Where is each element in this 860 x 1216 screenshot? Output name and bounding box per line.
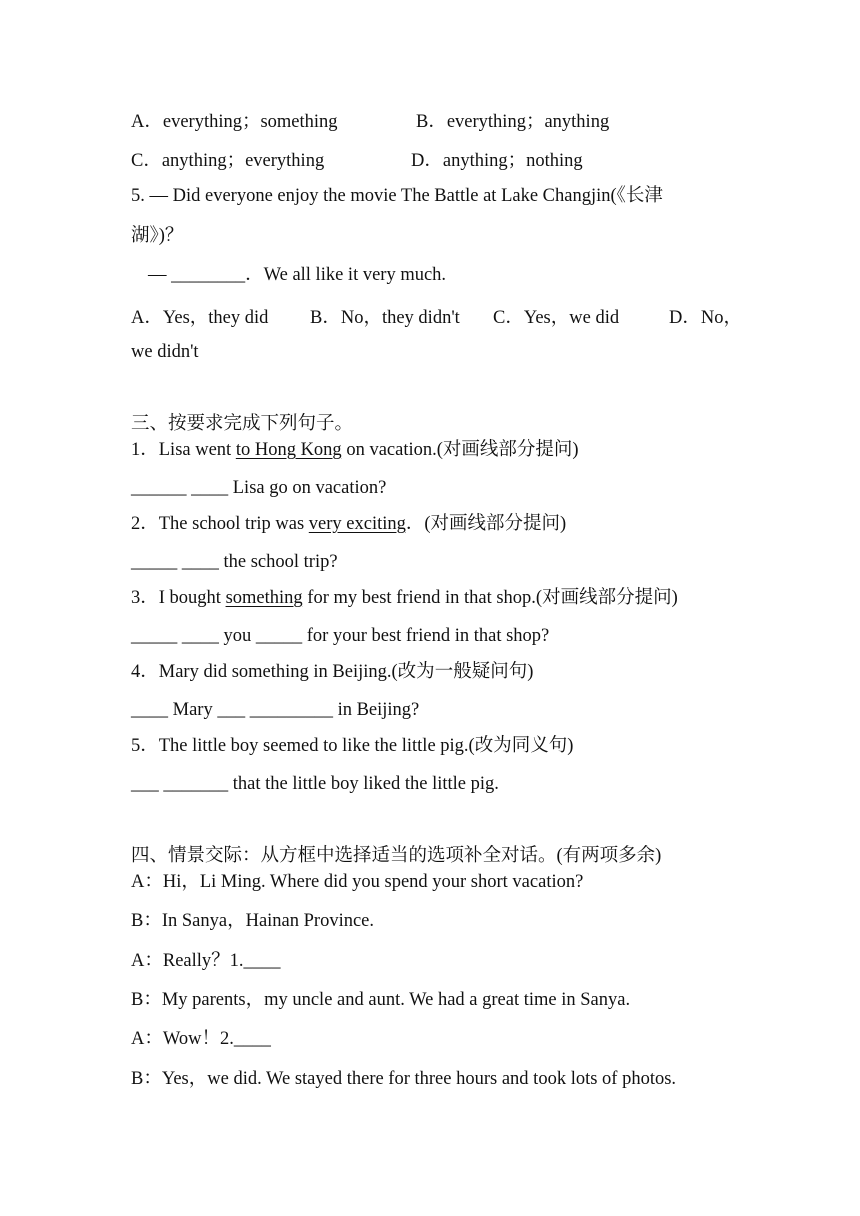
section4-title: 四、情景交际：从方框中选择适当的选项补全对话。(有两项多余) — [131, 846, 662, 866]
q5-option-d-cont: we didn't — [131, 342, 199, 362]
q4-option-a: A．everything；something — [131, 112, 338, 132]
s3-answer-2: _____ ____ the school trip? — [131, 552, 338, 572]
q5-question-line1: 5. — Did everyone enjoy the movie The Battle at Lake Changjin(《长津 — [131, 186, 663, 206]
q5-option-d: D．No， — [669, 308, 742, 328]
s3-answer-5: ___ _______ that the little boy liked the little pig. — [131, 774, 499, 794]
s3-answer-4: ____ Mary ___ _________ in Beijing? — [131, 700, 420, 720]
q5-option-c: C．Yes，we did — [493, 308, 620, 328]
dialogue-line: A：Really？1.____ — [131, 951, 281, 971]
s3-item-5: 5．The little boy seemed to like the little pig.(改为同义句) — [131, 736, 574, 756]
q5-option-a: A．Yes，they did — [131, 308, 269, 328]
dialogue-line: B：My parents，my uncle and aunt. We had a great time in Sanya. — [131, 990, 631, 1010]
dialogue-line: B：Yes，we did. We stayed there for three hours and took lots of photos. — [131, 1069, 677, 1089]
q4-option-c: C．anything；everything — [131, 151, 325, 171]
q4-option-d: D．anything；nothing — [411, 151, 583, 171]
q5-question-line2: 湖》)？ — [131, 226, 184, 246]
section3-title: 三、按要求完成下列句子。 — [131, 414, 354, 434]
s3-answer-1: ______ ____ Lisa go on vacation? — [131, 478, 387, 498]
s3-item-4: 4．Mary did something in Beijing.(改为一般疑问句) — [131, 662, 534, 682]
dialogue-line: B：In Sanya，Hainan Province. — [131, 911, 375, 931]
s3-answer-3: _____ ____ you _____ for your best friend in that shop? — [131, 626, 550, 646]
s3-item-2: 2．The school trip was very exciting．(对画线部分提问) — [131, 514, 567, 534]
q4-option-b: B．everything；anything — [416, 112, 610, 132]
dialogue-line: A：Wow！2.____ — [131, 1029, 271, 1049]
q5-option-b: B．No，they didn't — [310, 308, 460, 328]
q5-answer-line: — ________．We all like it very much. — [148, 265, 447, 285]
s3-item-3: 3．I bought something for my best friend in that shop.(对画线部分提问) — [131, 588, 678, 608]
s3-item-1: 1．Lisa went to Hong Kong on vacation.(对画线部分提问) — [131, 440, 579, 460]
dialogue-line: A：Hi，Li Ming. Where did you spend your short vacation? — [131, 872, 584, 892]
